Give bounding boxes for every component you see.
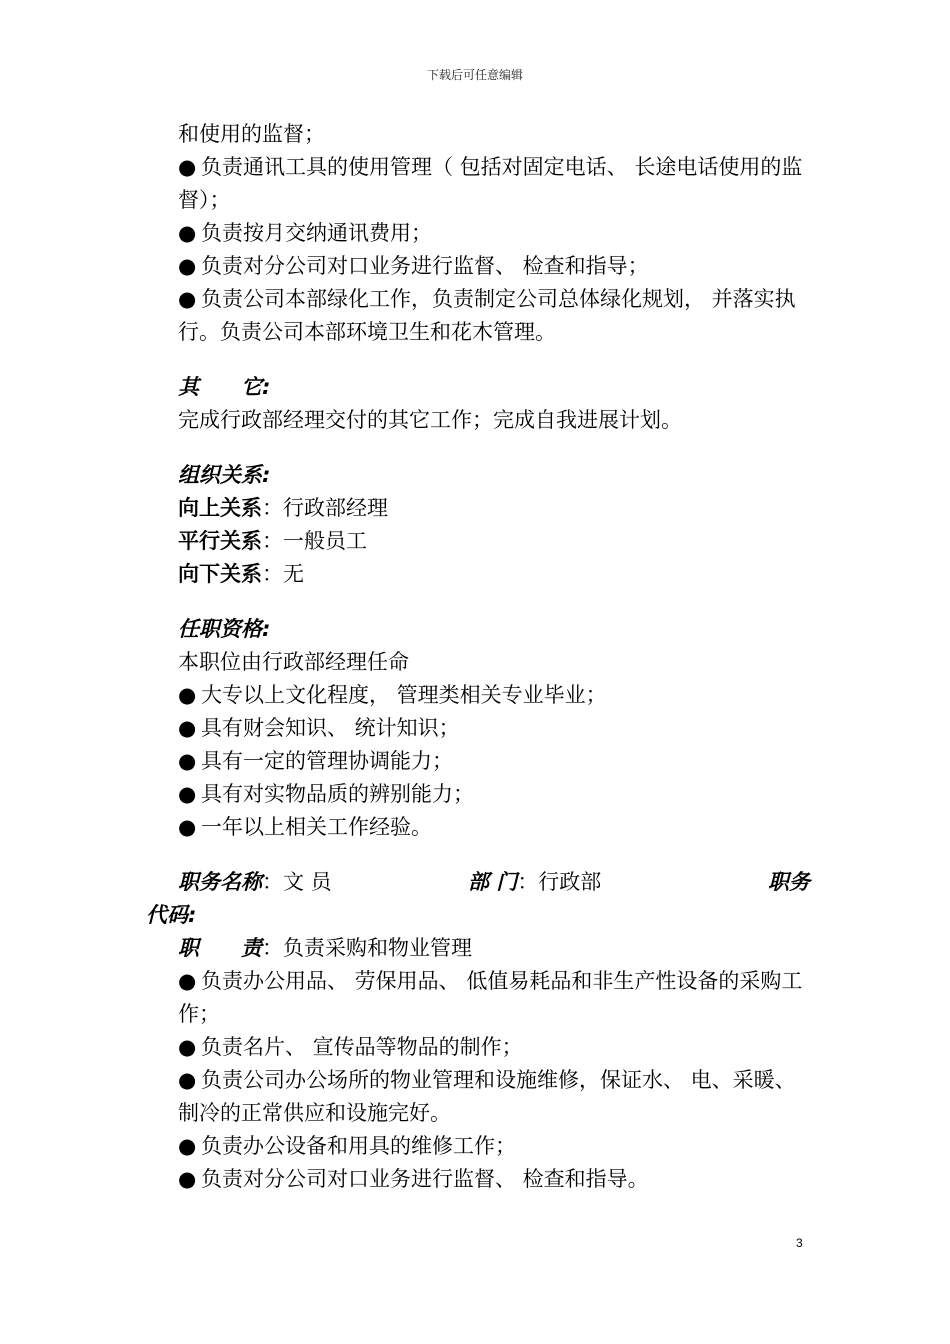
org-value: ：行政部经理 (262, 496, 388, 520)
bullet-item: ● 负责办公用品、 劳保用品、 低值易耗品和非生产性设备的采购工作； (178, 965, 810, 1031)
dept-label: 部 门 (468, 870, 518, 894)
bullet-item: ● 具有财会知识、 统计知识； (178, 712, 810, 745)
qualification-intro: 本职位由行政部经理任命 (178, 650, 409, 674)
job-title-line (178, 866, 810, 899)
document-body (146, 118, 810, 1196)
bullet-item: ● 负责通讯工具的使用管理（ 包括对固定电话、 长途电话使用的监督）； (178, 151, 810, 217)
bullet-item: ● 负责对分公司对口业务进行监督、 检查和指导。 (178, 1163, 810, 1196)
bullet-icon: ● (178, 782, 197, 806)
org-row (178, 558, 810, 591)
section-heading-other: 其 它: (178, 375, 271, 399)
duty-label: 职 责 (178, 936, 262, 960)
dept-value: ：行政部 (517, 870, 602, 894)
org-row (178, 492, 810, 525)
bullet-item: ● 负责按月交纳通讯费用； (178, 217, 810, 250)
org-label: 向下关系 (178, 562, 262, 586)
bullet-item: ● 负责公司本部绿化工作，负责制定公司总体绿化规划， 并落实执行。负责公司本部环境卫生和花木管理。 (178, 283, 810, 349)
bullet-icon: ● (178, 155, 197, 179)
page-number: 3 (796, 1236, 803, 1250)
org-label: 平行关系 (178, 529, 262, 553)
bullet-icon: ● (178, 749, 197, 773)
bullet-item: ● 负责名片、 宣传品等物品的制作； (178, 1031, 810, 1064)
bullet-icon: ● (178, 716, 197, 740)
bullet-item: ● 负责对分公司对口业务进行监督、 检查和指导； (178, 250, 810, 283)
bullet-icon: ● (178, 287, 197, 311)
job-code-label-cont: 代码: (146, 903, 197, 927)
other-text: 完成行政部经理交付的其它工作；完成自我进展计划。 (178, 408, 682, 432)
job-title-label: 职务名称 (178, 870, 262, 894)
section-heading-org: 组织关系: (178, 463, 271, 487)
bullet-icon: ● (178, 254, 197, 278)
org-row (178, 525, 810, 558)
duty-line (178, 932, 810, 965)
bullet-icon: ● (178, 221, 197, 245)
bullet-item: ● 负责办公设备和用具的维修工作； (178, 1130, 810, 1163)
job-code-label: 职务 (768, 870, 810, 894)
section-heading-qualification: 任职资格: (178, 617, 271, 641)
duty-value: ：负责采购和物业管理 (262, 936, 472, 960)
bullet-icon: ● (178, 683, 197, 707)
bullet-item: ● 具有对实物品质的辨别能力； (178, 778, 810, 811)
org-label: 向上关系 (178, 496, 262, 520)
bullet-item: ● 一年以上相关工作经验。 (178, 811, 810, 844)
bullet-icon: ● (178, 1068, 197, 1092)
bullet-icon: ● (178, 1167, 197, 1191)
bullet-item: ● 负责公司办公场所的物业管理和设施维修，保证水、 电、采暖、 制冷的正常供应和设施完好。 (178, 1064, 810, 1130)
bullet-item: ● 具有一定的管理协调能力； (178, 745, 810, 778)
bullet-icon: ● (178, 969, 197, 993)
bullet-item: ● 大专以上文化程度， 管理类相关专业毕业； (178, 679, 810, 712)
bullet-icon: ● (178, 1035, 197, 1059)
bullet-icon: ● (178, 1134, 197, 1158)
page-header: 下载后可任意编辑 (426, 68, 523, 82)
org-value: ：一般员工 (262, 529, 367, 553)
job-title-value: ：文 员 (262, 870, 332, 894)
org-value: ：无 (262, 562, 304, 586)
text-line: 和使用的监督； (178, 122, 325, 146)
bullet-icon: ● (178, 815, 197, 839)
